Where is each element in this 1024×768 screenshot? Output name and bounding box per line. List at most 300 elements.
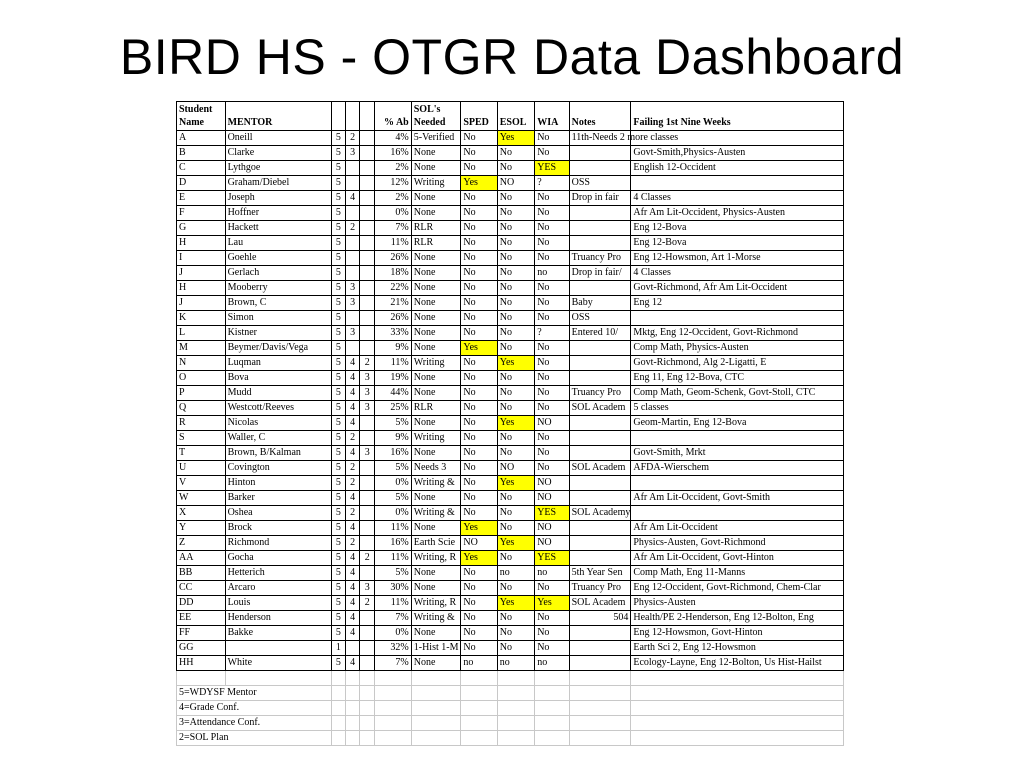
cell-pct-absent: 7% <box>375 611 411 626</box>
cell-sols-needed: 1-Hist 1-M <box>411 641 461 656</box>
cell-failing: Govt-Smith,Physics-Austen <box>631 146 844 161</box>
empty-cell <box>331 731 345 746</box>
cell-wia: No <box>535 626 569 641</box>
empty-cell <box>177 671 226 686</box>
cell-student: J <box>177 296 226 311</box>
cell-sped: No <box>461 641 497 656</box>
empty-cell <box>360 701 375 716</box>
cell-student: R <box>177 416 226 431</box>
empty-cell <box>461 701 497 716</box>
cell-conf-3: 3 <box>360 371 375 386</box>
cell-notes: 11th-Needs 2 more classes <box>569 131 631 146</box>
cell-notes <box>569 356 631 371</box>
cell-conf-2: 2 <box>346 536 360 551</box>
cell-conf-3 <box>360 236 375 251</box>
cell-sols-needed: Writing & <box>411 476 461 491</box>
cell-failing: Earth Sci 2, Eng 12-Howsmon <box>631 641 844 656</box>
cell-sped: No <box>461 146 497 161</box>
cell-sped: No <box>461 191 497 206</box>
cell-conf-3 <box>360 311 375 326</box>
cell-conf-3 <box>360 566 375 581</box>
cell-failing: 4 Classes <box>631 191 844 206</box>
cell-wia: NO <box>535 536 569 551</box>
cell-esol: No <box>497 401 534 416</box>
cell-conf-1: 5 <box>331 326 345 341</box>
cell-pct-absent: 21% <box>375 296 411 311</box>
cell-notes <box>569 476 631 491</box>
cell-esol: No <box>497 446 534 461</box>
empty-cell <box>497 686 534 701</box>
cell-sped: No <box>461 626 497 641</box>
table-row <box>177 356 844 371</box>
cell-esol: Yes <box>497 356 534 371</box>
cell-wia: No <box>535 611 569 626</box>
cell-pct-absent: 0% <box>375 206 411 221</box>
cell-failing: Afr Am Lit-Occident, Physics-Austen <box>631 206 844 221</box>
cell-failing: Eng 12-Bova <box>631 236 844 251</box>
cell-conf-3 <box>360 611 375 626</box>
cell-conf-3 <box>360 416 375 431</box>
cell-student: W <box>177 491 226 506</box>
cell-notes <box>569 521 631 536</box>
cell-mentor: Richmond <box>225 536 331 551</box>
empty-cell <box>535 686 569 701</box>
cell-student: DD <box>177 596 226 611</box>
cell-notes: SOL Academ <box>569 596 631 611</box>
cell-conf-2: 4 <box>346 401 360 416</box>
cell-sols-needed: None <box>411 326 461 341</box>
cell-esol: No <box>497 491 534 506</box>
cell-conf-2: 3 <box>346 296 360 311</box>
cell-failing <box>631 311 844 326</box>
empty-cell <box>535 701 569 716</box>
cell-conf-1: 5 <box>331 296 345 311</box>
cell-mentor: Brown, B/Kalman <box>225 446 331 461</box>
cell-failing: AFDA-Wierschem <box>631 461 844 476</box>
cell-mentor <box>225 641 331 656</box>
cell-conf-2 <box>346 311 360 326</box>
cell-student: Y <box>177 521 226 536</box>
table-row <box>177 626 844 641</box>
cell-mentor: Luqman <box>225 356 331 371</box>
cell-mentor: Kistner <box>225 326 331 341</box>
cell-wia: No <box>535 446 569 461</box>
cell-failing: Ecology-Layne, Eng 12-Bolton, Us Hist-Hailst <box>631 656 844 671</box>
header-mentor: MENTOR <box>225 102 331 131</box>
cell-notes: Entered 10/ <box>569 326 631 341</box>
cell-wia: No <box>535 296 569 311</box>
cell-sped: No <box>461 371 497 386</box>
table-row <box>177 326 844 341</box>
header-esol: ESOL <box>497 102 534 131</box>
header-conf-1 <box>331 102 345 131</box>
cell-conf-1: 5 <box>331 446 345 461</box>
empty-cell <box>569 686 631 701</box>
cell-notes: SOL Academ <box>569 401 631 416</box>
cell-sped: No <box>461 251 497 266</box>
table-row <box>177 206 844 221</box>
cell-notes <box>569 146 631 161</box>
page-title: BIRD HS - OTGR Data Dashboard <box>119 29 905 85</box>
cell-conf-3: 2 <box>360 596 375 611</box>
cell-notes <box>569 431 631 446</box>
cell-failing: English 12-Occident <box>631 161 844 176</box>
cell-esol: Yes <box>497 476 534 491</box>
cell-failing: Govt-Richmond, Alg 2-Ligatti, E <box>631 356 844 371</box>
cell-sols-needed: Writing <box>411 356 461 371</box>
cell-esol: Yes <box>497 416 534 431</box>
header-failing: Failing 1st Nine Weeks <box>631 102 844 131</box>
empty-cell <box>569 731 631 746</box>
cell-conf-3 <box>360 536 375 551</box>
cell-notes: SOL Academ <box>569 461 631 476</box>
empty-cell <box>461 671 497 686</box>
cell-pct-absent: 25% <box>375 401 411 416</box>
cell-esol: No <box>497 626 534 641</box>
cell-mentor: Hoffner <box>225 206 331 221</box>
cell-pct-absent: 16% <box>375 536 411 551</box>
cell-sped: NO <box>461 536 497 551</box>
cell-sped: No <box>461 311 497 326</box>
cell-pct-absent: 0% <box>375 626 411 641</box>
cell-student: AA <box>177 551 226 566</box>
cell-conf-3 <box>360 176 375 191</box>
cell-sols-needed: None <box>411 191 461 206</box>
cell-sols-needed: Needs 3 <box>411 461 461 476</box>
empty-cell <box>360 671 375 686</box>
cell-conf-1: 5 <box>331 221 345 236</box>
cell-sols-needed: None <box>411 491 461 506</box>
empty-cell <box>461 716 497 731</box>
cell-sols-needed: RLR <box>411 221 461 236</box>
empty-cell <box>375 716 411 731</box>
cell-conf-3 <box>360 281 375 296</box>
cell-sped: Yes <box>461 551 497 566</box>
legend-text: 5=WDYSF Mentor <box>177 686 332 701</box>
table-row <box>177 536 844 551</box>
cell-conf-2: 4 <box>346 551 360 566</box>
cell-failing <box>631 476 844 491</box>
cell-conf-1: 5 <box>331 551 345 566</box>
cell-pct-absent: 11% <box>375 521 411 536</box>
cell-mentor: Bova <box>225 371 331 386</box>
empty-cell <box>631 671 844 686</box>
cell-conf-2: 4 <box>346 371 360 386</box>
cell-wia: No <box>535 641 569 656</box>
cell-wia: Yes <box>535 596 569 611</box>
cell-mentor: Brock <box>225 521 331 536</box>
cell-conf-3 <box>360 641 375 656</box>
cell-mentor: Hackett <box>225 221 331 236</box>
cell-wia: No <box>535 281 569 296</box>
empty-cell <box>631 686 844 701</box>
cell-sped: No <box>461 416 497 431</box>
cell-sols-needed: None <box>411 566 461 581</box>
cell-esol: No <box>497 311 534 326</box>
cell-conf-2 <box>346 341 360 356</box>
cell-esol: No <box>497 191 534 206</box>
cell-sols-needed: Writing <box>411 431 461 446</box>
cell-esol: No <box>497 521 534 536</box>
table-row <box>177 641 844 656</box>
cell-student: O <box>177 371 226 386</box>
cell-failing: Comp Math, Physics-Austen <box>631 341 844 356</box>
cell-wia: No <box>535 236 569 251</box>
empty-cell <box>360 731 375 746</box>
cell-conf-3 <box>360 296 375 311</box>
cell-wia: no <box>535 656 569 671</box>
cell-mentor: Waller, C <box>225 431 331 446</box>
empty-cell <box>331 716 345 731</box>
cell-conf-2: 4 <box>346 356 360 371</box>
cell-conf-1: 5 <box>331 611 345 626</box>
cell-notes <box>569 446 631 461</box>
cell-esol: No <box>497 161 534 176</box>
table-row <box>177 476 844 491</box>
cell-failing: Afr Am Lit-Occident, Govt-Smith <box>631 491 844 506</box>
cell-esol: No <box>497 371 534 386</box>
cell-sols-needed: None <box>411 161 461 176</box>
cell-conf-2: 4 <box>346 626 360 641</box>
cell-conf-1: 5 <box>331 281 345 296</box>
cell-sped: No <box>461 596 497 611</box>
cell-failing: Eng 12-Occident, Govt-Richmond, Chem-Clar <box>631 581 844 596</box>
empty-cell <box>411 701 461 716</box>
cell-pct-absent: 16% <box>375 446 411 461</box>
cell-notes <box>569 551 631 566</box>
cell-sped: No <box>461 461 497 476</box>
cell-esol: No <box>497 581 534 596</box>
legend-text: 4=Grade Conf. <box>177 701 332 716</box>
cell-mentor: Gerlach <box>225 266 331 281</box>
empty-cell <box>569 716 631 731</box>
cell-sols-needed: None <box>411 581 461 596</box>
cell-notes <box>569 341 631 356</box>
cell-conf-2: 4 <box>346 611 360 626</box>
cell-notes: Drop in fair <box>569 191 631 206</box>
cell-notes <box>569 656 631 671</box>
empty-cell <box>535 716 569 731</box>
cell-failing <box>631 506 844 521</box>
cell-conf-3 <box>360 161 375 176</box>
cell-student: S <box>177 431 226 446</box>
legend-row <box>177 686 844 701</box>
cell-student: V <box>177 476 226 491</box>
cell-failing: Health/PE 2-Henderson, Eng 12-Bolton, Eng <box>631 611 844 626</box>
table-row <box>177 341 844 356</box>
cell-student: D <box>177 176 226 191</box>
cell-conf-1: 5 <box>331 626 345 641</box>
cell-mentor: Beymer/Davis/Vega <box>225 341 331 356</box>
cell-notes <box>569 416 631 431</box>
cell-failing: Physics-Austen, Govt-Richmond <box>631 536 844 551</box>
cell-sped: No <box>461 221 497 236</box>
empty-cell <box>461 731 497 746</box>
cell-mentor: Bakke <box>225 626 331 641</box>
cell-esol: No <box>497 281 534 296</box>
cell-sped: No <box>461 326 497 341</box>
empty-cell <box>631 716 844 731</box>
cell-wia: NO <box>535 491 569 506</box>
table-row <box>177 236 844 251</box>
cell-mentor: Westcott/Reeves <box>225 401 331 416</box>
cell-conf-3: 3 <box>360 386 375 401</box>
cell-conf-2: 4 <box>346 491 360 506</box>
header-sped: SPED <box>461 102 497 131</box>
cell-conf-3 <box>360 431 375 446</box>
cell-conf-1: 5 <box>331 431 345 446</box>
cell-sped: No <box>461 296 497 311</box>
cell-failing: Eng 12-Bova <box>631 221 844 236</box>
cell-notes <box>569 221 631 236</box>
cell-sols-needed: Writing <box>411 176 461 191</box>
cell-pct-absent: 11% <box>375 356 411 371</box>
cell-esol: no <box>497 566 534 581</box>
cell-conf-1: 5 <box>331 146 345 161</box>
cell-wia: No <box>535 461 569 476</box>
cell-conf-3 <box>360 191 375 206</box>
empty-cell <box>346 701 360 716</box>
legend-row <box>177 731 844 746</box>
cell-mentor: Hetterich <box>225 566 331 581</box>
cell-pct-absent: 4% <box>375 131 411 146</box>
cell-esol: Yes <box>497 536 534 551</box>
cell-conf-3 <box>360 476 375 491</box>
cell-conf-3 <box>360 521 375 536</box>
cell-esol: No <box>497 341 534 356</box>
table-row <box>177 251 844 266</box>
cell-conf-1: 5 <box>331 356 345 371</box>
cell-conf-2: 4 <box>346 521 360 536</box>
cell-sped: Yes <box>461 521 497 536</box>
cell-wia: no <box>535 566 569 581</box>
cell-conf-3: 2 <box>360 356 375 371</box>
cell-pct-absent: 5% <box>375 416 411 431</box>
cell-wia: No <box>535 221 569 236</box>
cell-pct-absent: 5% <box>375 566 411 581</box>
cell-failing: Comp Math, Eng 11-Manns <box>631 566 844 581</box>
cell-pct-absent: 11% <box>375 551 411 566</box>
cell-wia: No <box>535 311 569 326</box>
empty-cell <box>331 701 345 716</box>
legend-text: 3=Attendance Conf. <box>177 716 332 731</box>
cell-failing: Afr Am Lit-Occident <box>631 521 844 536</box>
cell-conf-3 <box>360 326 375 341</box>
cell-conf-3: 2 <box>360 551 375 566</box>
cell-pct-absent: 2% <box>375 191 411 206</box>
spacer-row <box>177 671 844 686</box>
empty-cell <box>535 731 569 746</box>
cell-conf-2: 4 <box>346 416 360 431</box>
cell-wia: No <box>535 206 569 221</box>
cell-sols-needed: Writing, R <box>411 596 461 611</box>
cell-sols-needed: None <box>411 296 461 311</box>
cell-notes <box>569 281 631 296</box>
cell-conf-2 <box>346 251 360 266</box>
cell-pct-absent: 0% <box>375 506 411 521</box>
cell-conf-2: 3 <box>346 326 360 341</box>
cell-student: GG <box>177 641 226 656</box>
cell-sols-needed: None <box>411 416 461 431</box>
empty-cell <box>497 701 534 716</box>
cell-wia: No <box>535 131 569 146</box>
cell-conf-1: 5 <box>331 476 345 491</box>
cell-failing: Comp Math, Geom-Schenk, Govt-Stoll, CTC <box>631 386 844 401</box>
cell-student: U <box>177 461 226 476</box>
cell-sped: No <box>461 506 497 521</box>
cell-mentor: Barker <box>225 491 331 506</box>
cell-mentor: White <box>225 656 331 671</box>
table-row <box>177 446 844 461</box>
cell-conf-3: 3 <box>360 401 375 416</box>
header-student-name: Student Name <box>177 102 226 131</box>
cell-mentor: Mudd <box>225 386 331 401</box>
cell-conf-2: 2 <box>346 431 360 446</box>
cell-notes: Truancy Pro <box>569 386 631 401</box>
cell-conf-1: 5 <box>331 491 345 506</box>
cell-pct-absent: 12% <box>375 176 411 191</box>
cell-pct-absent: 22% <box>375 281 411 296</box>
table-header <box>177 102 844 131</box>
cell-conf-3 <box>360 131 375 146</box>
cell-sols-needed: None <box>411 386 461 401</box>
cell-conf-3 <box>360 251 375 266</box>
table-row <box>177 566 844 581</box>
empty-cell <box>411 671 461 686</box>
cell-pct-absent: 19% <box>375 371 411 386</box>
cell-mentor: Clarke <box>225 146 331 161</box>
cell-esol: No <box>497 506 534 521</box>
cell-student: BB <box>177 566 226 581</box>
empty-cell <box>411 686 461 701</box>
cell-sped: No <box>461 236 497 251</box>
cell-sped: No <box>461 131 497 146</box>
header-sols-needed: SOL's Needed <box>411 102 461 131</box>
cell-pct-absent: 0% <box>375 476 411 491</box>
cell-sped: No <box>461 491 497 506</box>
cell-sped: No <box>461 431 497 446</box>
cell-mentor: Brown, C <box>225 296 331 311</box>
cell-conf-2 <box>346 641 360 656</box>
cell-conf-1: 5 <box>331 131 345 146</box>
cell-student: G <box>177 221 226 236</box>
table-row <box>177 296 844 311</box>
cell-conf-2: 2 <box>346 221 360 236</box>
cell-notes <box>569 161 631 176</box>
cell-student: A <box>177 131 226 146</box>
cell-conf-1: 5 <box>331 341 345 356</box>
cell-pct-absent: 7% <box>375 221 411 236</box>
cell-sped: No <box>461 446 497 461</box>
table-row <box>177 131 844 146</box>
table-row <box>177 146 844 161</box>
cell-sols-needed: None <box>411 311 461 326</box>
cell-failing <box>631 431 844 446</box>
cell-sped: No <box>461 581 497 596</box>
cell-notes: SOL Academy <box>569 506 631 521</box>
cell-mentor: Simon <box>225 311 331 326</box>
cell-conf-3 <box>360 266 375 281</box>
cell-wia: No <box>535 251 569 266</box>
cell-notes <box>569 236 631 251</box>
cell-conf-2: 2 <box>346 476 360 491</box>
table-row <box>177 431 844 446</box>
cell-pct-absent: 26% <box>375 311 411 326</box>
cell-sped: No <box>461 401 497 416</box>
cell-conf-3 <box>360 506 375 521</box>
table-row <box>177 281 844 296</box>
cell-mentor: Lau <box>225 236 331 251</box>
